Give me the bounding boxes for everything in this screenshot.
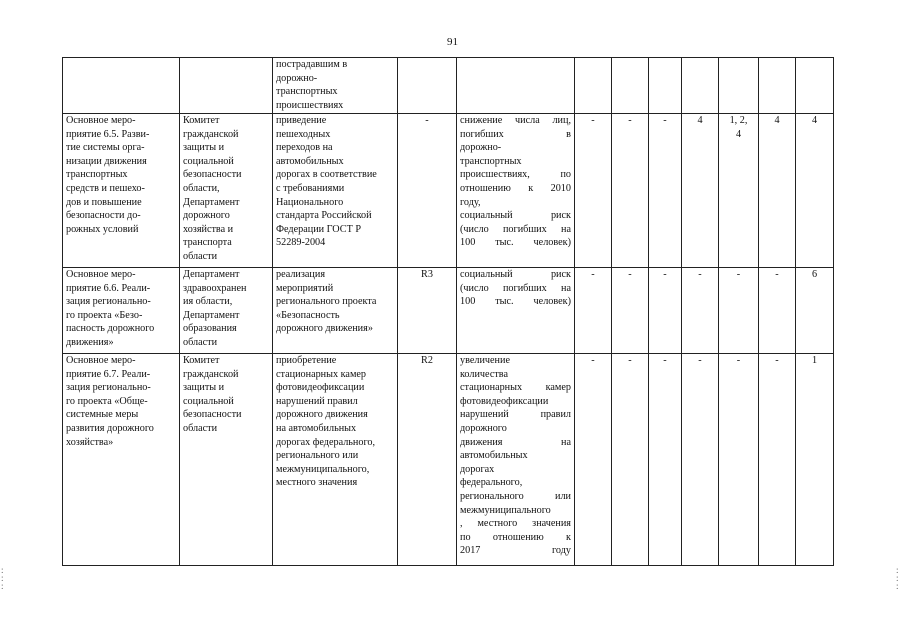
value-cell: - <box>575 114 612 268</box>
value-cell: - <box>649 268 682 354</box>
code-cell: R2 <box>398 354 457 566</box>
value-cell: - <box>575 268 612 354</box>
table-row <box>63 114 834 268</box>
code-cell <box>398 58 457 114</box>
indicator-cell: социальный риск (число погибших на 100 тыс. человек) <box>457 268 575 354</box>
program-events-table <box>62 57 834 566</box>
code-cell: R3 <box>398 268 457 354</box>
value-cell <box>575 58 612 114</box>
value-cell: 4 <box>796 114 834 268</box>
value-cell: - <box>682 268 719 354</box>
value-cell: - <box>649 114 682 268</box>
value-cell <box>612 58 649 114</box>
executor-cell: Комитет гражданской защиты и социальной безопасности области, Департамент дорожного хозяйства и транспорта области <box>180 114 273 268</box>
value-cell: - <box>759 268 796 354</box>
value-cell: - <box>649 354 682 566</box>
indicator-cell: увеличение количества стационарных камер фотовидеофиксации нарушений правил дорожного движения на автомобильных дорогах федерального, регионального или межмуниципального , местного значения по отношению к 2017 году <box>457 354 575 566</box>
table-row <box>63 354 834 566</box>
value-cell <box>759 58 796 114</box>
indicator-cell <box>457 58 575 114</box>
value-cell: 4 <box>759 114 796 268</box>
value-cell: - <box>682 354 719 566</box>
code-cell: - <box>398 114 457 268</box>
value-cell: 4 <box>682 114 719 268</box>
page-number: 91 <box>447 36 458 48</box>
description-cell: реализация мероприятий регионального проекта «Безопасность дорожного движения» <box>273 268 398 354</box>
executor-cell <box>180 58 273 114</box>
value-cell: - <box>719 354 759 566</box>
event-cell: Основное меро- приятие 6.6. Реали- зация регионально- го проекта «Безо- пасность дорожного движения» <box>63 268 180 354</box>
left-edge-mark: : : : <box>1 565 4 591</box>
table-row <box>63 268 834 354</box>
executor-cell: Департамент здравоохранен ия области, Департамент образования области <box>180 268 273 354</box>
value-cell: - <box>612 354 649 566</box>
value-cell: 1 <box>796 354 834 566</box>
description-cell: пострадавшим в дорожно- транспортных происшествиях <box>273 58 398 114</box>
description-cell: приведение пешеходных переходов на автомобильных дорогах в соответствие с требованиями Национального стандарта Российской Федерации ГОСТ Р 52289-2004 <box>273 114 398 268</box>
value-cell: - <box>719 268 759 354</box>
value-cell: - <box>759 354 796 566</box>
right-edge-mark: : : : <box>896 565 899 591</box>
value-cell: - <box>575 354 612 566</box>
value-cell: 6 <box>796 268 834 354</box>
value-cell <box>796 58 834 114</box>
value-cell <box>682 58 719 114</box>
table-row <box>63 58 834 114</box>
value-cell <box>649 58 682 114</box>
indicator-cell: снижение числа лиц, погибших в дорожно- транспортных происшествиях, по отношению к 2010 году, социальный риск (число погибших на 100 тыс. человек) <box>457 114 575 268</box>
event-cell <box>63 58 180 114</box>
value-cell <box>719 58 759 114</box>
event-cell: Основное меро- приятие 6.5. Разви- тие системы орга- низации движения транспортных средств и пешехо- дов и повышение безопасности до- рожных условий <box>63 114 180 268</box>
description-cell: приобретение стационарных камер фотовидеофиксации нарушений правил дорожного движения на автомобильных дорогах федерального, регионального или межмуниципального, местного значения <box>273 354 398 566</box>
value-cell: - <box>612 268 649 354</box>
value-cell: - <box>612 114 649 268</box>
event-cell: Основное меро- приятие 6.7. Реали- зация регионально- го проекта «Обще- системные меры развития дорожного хозяйства» <box>63 354 180 566</box>
executor-cell: Комитет гражданской защиты и социальной безопасности области <box>180 354 273 566</box>
value-cell: 1, 2, 4 <box>719 114 759 268</box>
